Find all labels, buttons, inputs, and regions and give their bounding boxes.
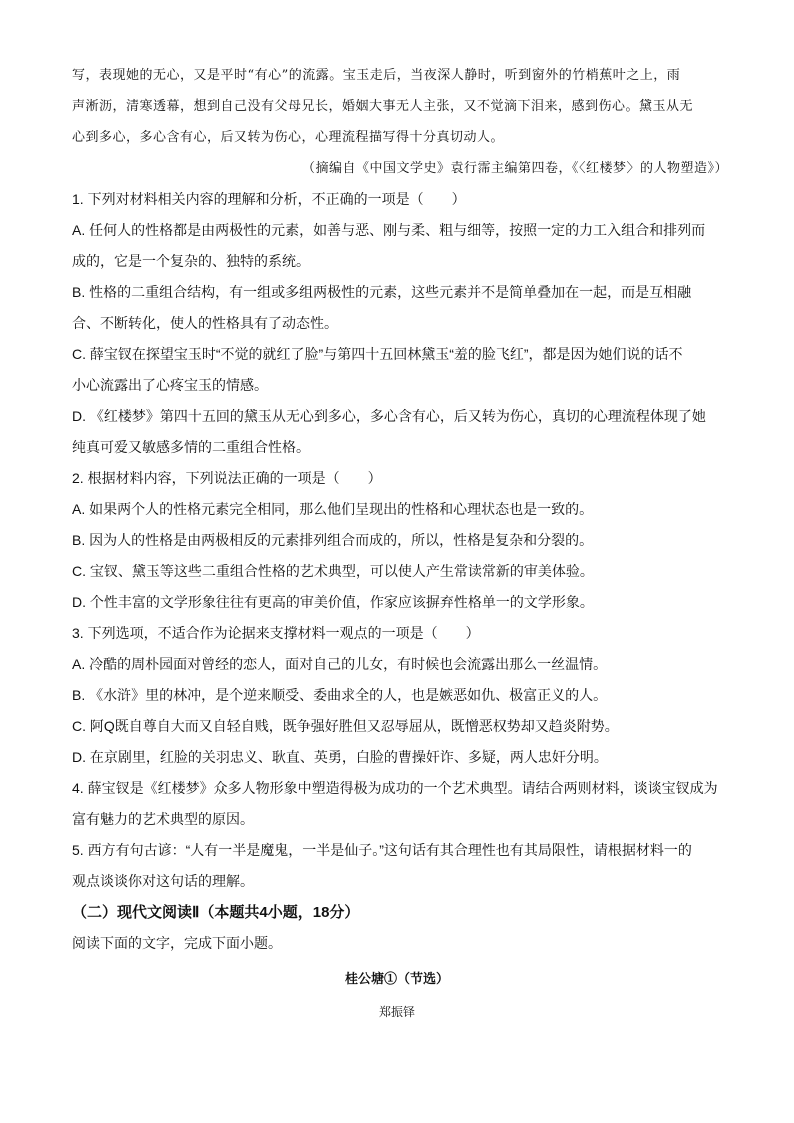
section-heading: （二）现代文阅读Ⅱ（本题共4小题，18分） — [72, 904, 360, 921]
question-stem-cont: 富有魅力的艺术典型的原因。 — [72, 811, 254, 827]
option-c: C. 阿Q既自尊自大而又自轻自贱，既争强好胜但又忍辱屈从，既憎恶权势却又趋炎附势。 — [72, 718, 619, 734]
question-2 — [72, 463, 722, 618]
option-a-cont: 成的，它是一个复杂的、独特的系统。 — [72, 253, 310, 269]
option-d: D. 在京剧里，红脸的关羽忠义、耿直、英勇，白脸的曹操奸诈、多疑，两人忠奸分明。 — [72, 749, 608, 765]
question-stem: 5. 西方有句古谚：“人有一半是魔鬼，一半是仙子。”这句话有其合理性也有其局限性，请根据材料一的 — [72, 842, 692, 858]
option-a: A. 任何人的性格都是由两极性的元素，如善与恶、刚与柔、粗与细等，按照一定的力工入组合和排列而 — [72, 222, 706, 238]
option-a: A. 如果两个人的性格元素完全相同，那么他们呈现出的性格和心理状态也是一致的。 — [72, 501, 594, 517]
passage-excerpt — [72, 60, 728, 184]
passage-line: 心到多心，多心含有心，后又转为伤心，心理流程描写得十分真切动人。 — [72, 130, 505, 145]
article-title: 桂公塘①（节选） — [344, 972, 449, 987]
section-instruction: 阅读下面的文字，完成下面小题。 — [72, 935, 282, 951]
passage-line: 写，表现她的无心，又是平时“有心”的流露。宝玉走后，当夜深人静时，听到窗外的竹梢蕉叶之上，雨 — [72, 68, 681, 83]
question-4 — [72, 773, 722, 835]
question-stem: 2. 根据材料内容，下列说法正确的一项是（ ） — [72, 470, 382, 486]
article-author: 郑振铎 — [378, 1005, 415, 1019]
question-stem-cont: 观点谈谈你对这句话的理解。 — [72, 873, 254, 889]
passage-source: （摘编自《中国文学史》袁行霈主编第四卷，《〈红楼梦〉的人物塑造》） — [301, 161, 728, 176]
question-stem: 1. 下列对材料相关内容的理解和分析，不正确的一项是（ ） — [72, 191, 466, 207]
option-d: D. 《红楼梦》第四十五回的黛玉从无心到多心，多心含有心，后又转为伤心，真切的心理流程体现了她 — [72, 408, 706, 424]
option-d-cont: 纯真可爱又敏感多情的二重组合性格。 — [72, 439, 310, 455]
question-5 — [72, 835, 722, 897]
option-b: B. 《水浒》里的林冲，是个逆来顺受、委曲求全的人，也是嫉恶如仇、极富正义的人。 — [72, 687, 608, 703]
option-c-cont: 小心流露出了心疼宝玉的情感。 — [72, 377, 268, 393]
option-d: D. 个性丰富的文学形象往往有更高的审美价值，作家应该摒弃性格单一的文学形象。 — [72, 594, 594, 610]
option-b-cont: 合、不断转化，使人的性格具有了动态性。 — [72, 315, 338, 331]
option-b: B. 因为人的性格是由两极相反的元素排列组合而成的，所以，性格是复杂和分裂的。 — [72, 532, 594, 548]
option-c: C. 宝钗、黛玉等这些二重组合性格的艺术典型，可以使人产生常读常新的审美体验。 — [72, 563, 594, 579]
passage-line: 声淅沥，清寒透幕，想到自己没有父母兄长，婚姻大事无人主张，又不觉滴下泪来，感到伤心。黛玉从无 — [72, 99, 694, 114]
option-c: C. 薛宝钗在探望宝玉时“不觉的就红了脸”与第四十五回林黛玉“羞的脸飞红”，都是因为她们说的话不 — [72, 346, 683, 362]
question-stem: 4. 薛宝钗是《红楼梦》众多人物形象中塑造得极为成功的一个艺术典型。请结合两则材料，谈谈宝钗成为 — [72, 780, 718, 796]
option-b: B. 性格的二重组合结构，有一组或多组两极性的元素，这些元素并不是简单叠加在一起，而是互相融 — [72, 284, 692, 300]
question-stem: 3. 下列选项，不适合作为论据来支撑材料一观点的一项是（ ） — [72, 625, 480, 641]
question-3 — [72, 618, 722, 773]
question-1 — [72, 184, 722, 463]
exam-page — [72, 60, 728, 1027]
option-a: A. 冷酷的周朴园面对曾经的恋人，面对自己的儿女，有时候也会流露出那么一丝温情。 — [72, 656, 608, 672]
